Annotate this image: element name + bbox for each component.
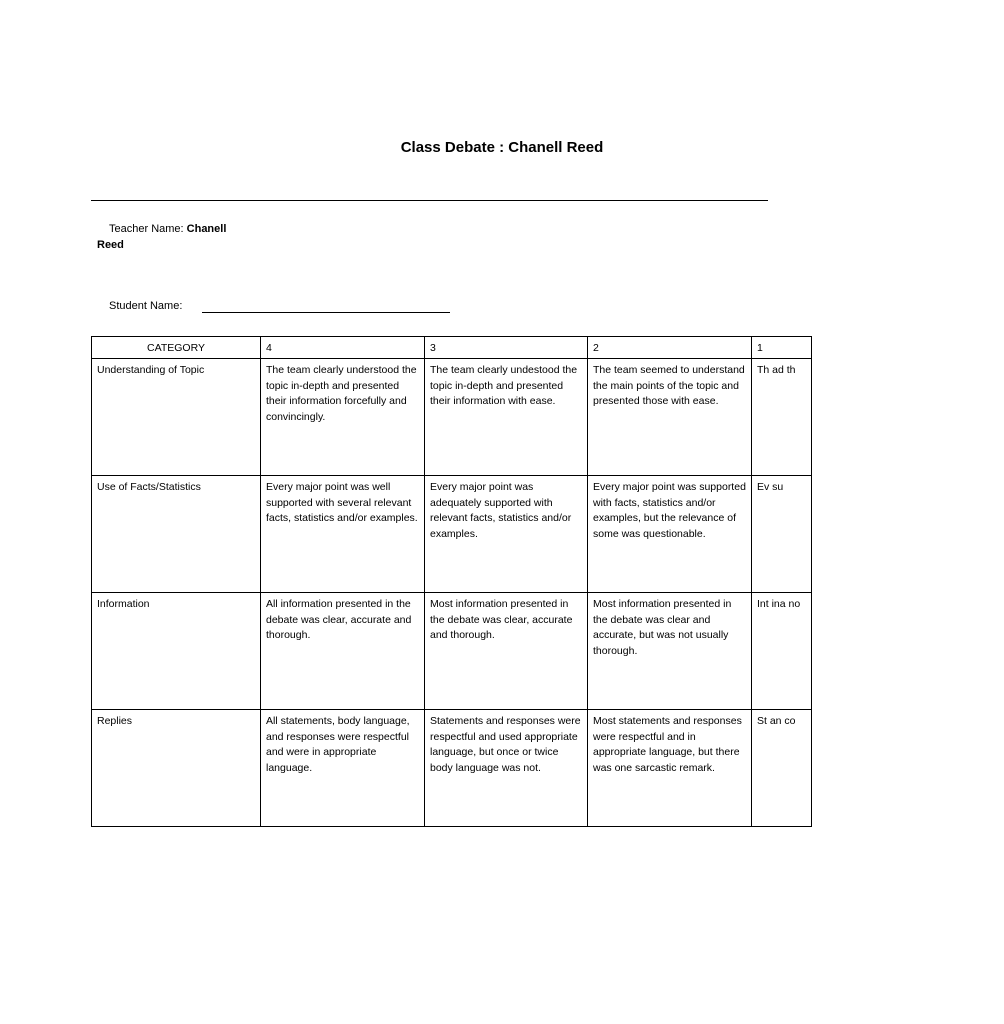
header-score-4: 4 — [261, 337, 425, 359]
rubric-row-information — [92, 593, 812, 710]
header-score-2: 2 — [588, 337, 752, 359]
rubric-header-row — [92, 337, 812, 359]
row-cell-score-3: Every major point was adequately supported with relevant facts, statistics and/or examples. — [425, 476, 588, 593]
teacher-name-label: Teacher Name: — [109, 223, 184, 235]
row-cell-score-1: Ev su — [752, 476, 812, 593]
rubric-row-understanding — [92, 359, 812, 476]
row-cell-score-4: The team clearly understood the topic in-depth and presented their information forcefully and convincingly. — [261, 359, 425, 476]
row-cell-score-4: Every major point was well supported with several relevant facts, statistics and/or examples. — [261, 476, 425, 593]
row-category: Understanding of Topic — [92, 359, 261, 476]
student-name-blank-line — [202, 312, 450, 313]
rubric-row-facts — [92, 476, 812, 593]
row-cell-score-2: Most information presented in the debate was clear and accurate, but was not usually thorough. — [588, 593, 752, 710]
row-cell-score-1: St an co — [752, 710, 812, 827]
teacher-name-block — [97, 221, 237, 253]
row-category: Information — [92, 593, 261, 710]
rubric-row-replies — [92, 710, 812, 827]
row-cell-score-1: Th ad th — [752, 359, 812, 476]
row-cell-score-3: Most information presented in the debate was clear, accurate and thorough. — [425, 593, 588, 710]
row-cell-score-1: Int ina no — [752, 593, 812, 710]
row-cell-score-2: Most statements and responses were respectful and in appropriate language, but there was one sarcastic remark. — [588, 710, 752, 827]
row-category: Use of Facts/Statistics — [92, 476, 261, 593]
row-category: Replies — [92, 710, 261, 827]
teacher-name-value: Chanell Reed — [97, 223, 227, 251]
header-category: CATEGORY — [92, 337, 261, 359]
horizontal-rule — [91, 200, 768, 201]
row-cell-score-2: Every major point was supported with facts, statistics and/or examples, but the relevance of some was questionable. — [588, 476, 752, 593]
row-cell-score-2: The team seemed to understand the main points of the topic and presented those with ease. — [588, 359, 752, 476]
row-cell-score-3: Statements and responses were respectful and used appropriate language, but once or twice body language was not. — [425, 710, 588, 827]
document-title: Class Debate : Chanell Reed — [400, 139, 604, 156]
header-score-3: 3 — [425, 337, 588, 359]
row-cell-score-4: All statements, body language, and responses were respectful and were in appropriate language. — [261, 710, 425, 827]
student-name-label: Student Name: — [109, 300, 183, 312]
rubric-table — [91, 336, 812, 827]
row-cell-score-4: All information presented in the debate was clear, accurate and thorough. — [261, 593, 425, 710]
row-cell-score-3: The team clearly undestood the topic in-depth and presented their information with ease. — [425, 359, 588, 476]
header-score-1: 1 — [752, 337, 812, 359]
